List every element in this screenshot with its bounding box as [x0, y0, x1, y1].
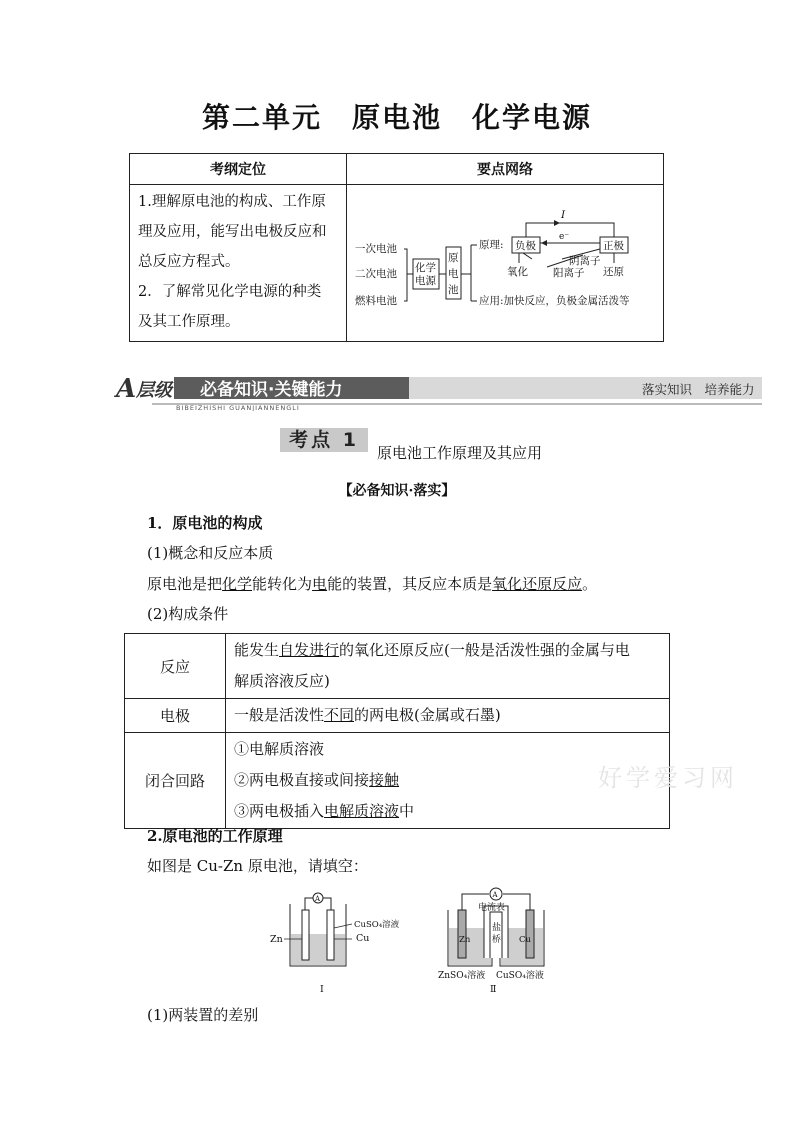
cond-value-reaction: [226, 634, 670, 699]
reduction-label: 还原: [603, 266, 624, 278]
text-span: 能转化为: [252, 575, 313, 593]
cond-key-circuit: 闭合回路: [125, 733, 226, 829]
subheading-difference: (1)两装置的差别: [147, 1006, 259, 1024]
cond-key-reaction: 反应: [125, 634, 226, 699]
negative-electrode: 负极: [515, 240, 536, 252]
cond-key-electrode: 电极: [125, 699, 226, 733]
text-span: 的两电极(金属或石墨): [354, 706, 501, 724]
cell-char: 原: [448, 252, 459, 264]
source-secondary: 二次电池: [355, 268, 397, 280]
page-title: 第二单元 原电池 化学电源: [201, 101, 592, 134]
heading-working-principle: 2.原电池的工作原理: [147, 827, 283, 845]
requirement-line: 1.理解原电池的构成、工作原: [138, 194, 326, 210]
blank-answer: 电: [312, 575, 328, 593]
ammeter-symbol: A: [315, 895, 321, 903]
level-word: 层级: [136, 380, 172, 401]
chem-source-line2: 电源: [415, 275, 436, 287]
device-two: [438, 888, 544, 995]
chem-source-line1: 化学: [415, 262, 436, 274]
electron-label: e⁻: [559, 232, 570, 242]
source-fuel: 燃料电池: [355, 295, 397, 307]
text-span: ③两电极插入: [234, 802, 325, 820]
znso4-label: ZnSO₄溶液: [438, 971, 486, 981]
requirement-line: 2．了解常见化学电源的种类: [138, 284, 322, 300]
current-label: I: [561, 209, 566, 221]
subheading-concept: (1)概念和反应本质: [147, 544, 274, 562]
cation-label: 阳离子: [553, 267, 585, 279]
blank-answer: 自发进行: [279, 641, 340, 659]
device-one: [270, 893, 400, 995]
application-label: 应用:加快反应，负极金属活泼等: [479, 295, 630, 307]
cell-char: 电: [448, 268, 459, 280]
source-primary: 一次电池: [355, 243, 397, 255]
text-span: 的氧化还原反应(一般是活泼性强的金属与电: [339, 641, 630, 659]
requirement-line: 理及应用，能写出电极反应和: [138, 224, 327, 240]
cu-zn-cell-figure: [262, 884, 562, 996]
cell-char: 池: [448, 284, 459, 296]
positive-electrode: 正极: [603, 240, 624, 252]
requirements-cell: [130, 185, 347, 342]
zn-label-2: Zn: [459, 935, 471, 945]
text-span: 能的装置，其反应本质是: [327, 575, 493, 593]
principle-label: 原理:: [479, 239, 504, 251]
requirement-line: 及其工作原理。: [138, 314, 240, 330]
oxidation-label: 氧化: [507, 266, 528, 278]
blank-answer: 化学: [222, 575, 253, 593]
requirement-line: 总反应方程式。: [138, 254, 240, 270]
zn-label: Zn: [270, 934, 283, 945]
device-two-label: Ⅱ: [490, 984, 497, 995]
text-span: 中: [399, 802, 415, 820]
header-key-network: 要点网络: [347, 154, 664, 185]
text-span: 一般是活泼性: [234, 706, 325, 724]
watermark: 好学爱习网: [598, 764, 738, 792]
text-span: 。: [582, 575, 598, 593]
banner-right-text: 落实知识 培养能力: [642, 382, 755, 397]
salt-bridge-char: 盐: [492, 923, 502, 933]
device-one-label: I: [320, 984, 324, 995]
blank-answer: 不同: [324, 706, 355, 724]
cu-label-2: Cu: [519, 935, 531, 945]
outline-table: [129, 153, 664, 342]
conditions-table: [124, 633, 670, 829]
banner-main-text: 必备知识·关键能力: [200, 380, 343, 400]
header-exam-position: 考纲定位: [130, 154, 347, 185]
ammeter-text: 电流表: [478, 903, 506, 913]
text-span: 原电池是把: [147, 575, 223, 593]
cuso4-label: CuSO₄溶液: [354, 920, 400, 930]
text-span: ①电解质溶液: [234, 740, 325, 758]
section-banner: [114, 371, 762, 411]
cuso4-label-2: CuSO₄溶液: [496, 971, 544, 981]
text-span: 能发生: [234, 641, 280, 659]
banner-pinyin: BIBEIZHISHI GUANJIANNENGLI: [176, 404, 300, 411]
anion-label: 阴离子: [569, 255, 601, 267]
kaodian-label: 考点 1: [280, 428, 368, 452]
salt-bridge-char: 桥: [492, 935, 502, 945]
figure-intro: 如图是 Cu-Zn 原电池，请填空：: [147, 857, 368, 875]
kaodian-title: 原电池工作原理及其应用: [377, 444, 543, 462]
network-cell: [347, 185, 664, 342]
text-span: 解质溶液反应): [234, 672, 330, 690]
cu-label: Cu: [356, 933, 370, 944]
knowledge-network-diagram: [347, 185, 663, 341]
section-subheading: 【必备知识·落实】: [338, 483, 456, 499]
blank-answer: 氧化还原反应: [492, 575, 583, 593]
subheading-conditions: (2)构成条件: [147, 605, 229, 623]
level-letter: A: [116, 374, 137, 404]
cond-value-electrode: [226, 699, 670, 733]
blank-answer: 电解质溶液: [324, 802, 400, 820]
ammeter-symbol-2: A: [492, 891, 498, 899]
heading-composition: 1．原电池的构成: [147, 514, 263, 532]
text-span: ②两电极直接或间接: [234, 771, 370, 789]
concept-sentence: [147, 573, 597, 594]
blank-answer: 接触: [369, 771, 400, 789]
